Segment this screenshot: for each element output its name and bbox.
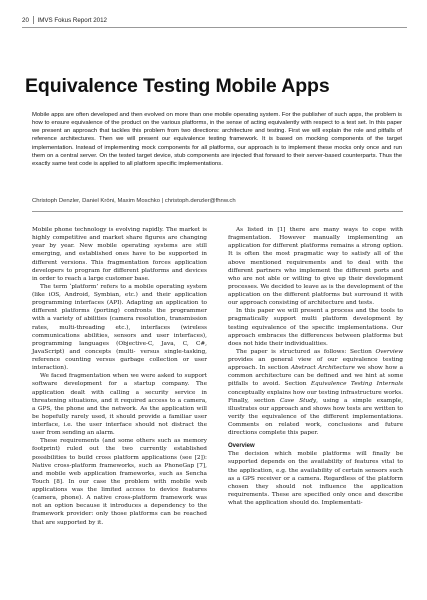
paragraph: In this paper we will present a process and the tools to pragmatically support multi platform development by testing equivalence of the specific implementations. Our approach embraces the differences between platforms but does not hide their individualities. xyxy=(228,308,403,347)
running-header xyxy=(22,14,407,26)
section-ref-abstract-architecture: Abstract Architecture xyxy=(290,365,355,372)
paragraph: The decision which mobile platforms will finally be supported depends on the availability of features vital to the application, e.g. the availability of certain sensors such as a GPS receiver or a camera. Regardless of the platform chosen they should not influence the application requirements. These are specified only once and describe what the application should do. Implementati- xyxy=(228,451,403,506)
page-number: 20 xyxy=(22,16,29,24)
section-heading: Overview xyxy=(228,443,255,450)
paragraph-structure: The paper is structured as follows: Section Overview provides an general view of our equivalence testing approach. In section Abstract Architecture we show how a common architecture can be defined and we hint at some pitfalls to avoid. Section Equivalence Testing Internals conceptually explains how our testing infrastructure works. Finally, section Case Study, using a simple example, illustrates our approach and shows how tests are written to verify the equivalence of the different implementations. Comments on related work, conclusions and future directions complete this paper. xyxy=(228,348,403,437)
paragraph: We faced fragmentation when we were asked to support software development for a startup company. The application dealt with calling a security service in threatening situations, and it required access to a camera, a GPS, the phone and the network. As the application will be hopefully rarely used, it should provide a familiar user interface, i.e. the user interface should not distract the user from sending an alarm. xyxy=(32,373,207,437)
section-ref-internals: Equivalence Testing Internals xyxy=(310,381,403,388)
section-ref-overview: Overview xyxy=(375,348,403,355)
section-ref-case-study: Case Study xyxy=(279,397,317,404)
paragraph: Mobile phone technology is evolving rapidly. The market is highly competitive and market share figures are changing year by year. New mobile operating systems are still emerging, and established ones have to be supported in different versions. This fragmentation forces application developers to program for different platforms and devices in order to reach a large customer base. xyxy=(32,227,207,282)
left-column xyxy=(32,226,207,527)
right-column xyxy=(228,226,403,507)
authors-line: Christoph Denzler, Daniel Kröni, Maxim Moschko | christoph.denzler@fhnw.ch xyxy=(32,198,236,204)
paragraph: The term ‘platform’ refers to a mobile operating system (like iOS, Android, Symbian, etc.) and their application programming interfaces (API). Adapting an application to different platforms (porting) confronts the programmer with a variety of abilities (camera resolution, transmission rates, multi-threading etc.), interfaces (wireless communications abilities, sensors and user interfaces), programming languages (Objective-C, Java, C, C#, JavaScript) and concepts (multi- versus single-tasking, reference counting versus garbage collection or user interaction). xyxy=(32,283,207,372)
header-rule xyxy=(22,27,407,28)
abstract: Mobile apps are often developed and then evolved on more than one mobile operating system. For the publisher of such apps, the problem is how to ensure equivalence of the product on the various platforms, in the sense of acting equivalently with respect to a test set. In this paper we present an approach that tackles this problem from two directions: architecture and testing. First we will explain the role and pitfalls of reference architectures. Then we will present our equivalence testing framework. It is based on mocking components of the target implementation. Instead of implementing mock components for all platforms, our approach is to implement these mocks only once and run them on a central server. On the tested target device, stub components are injected that forward to their server-based counterparts. Thus the exactly same test code is applied to all platform specific implementations. xyxy=(32,112,402,167)
header-separator xyxy=(33,16,34,24)
paper-title: Equivalence Testing Mobile Apps xyxy=(25,75,330,97)
authors-rule xyxy=(32,211,403,212)
paragraph: These requirements (and some others such as memory footprint) ruled out the two currently established possibilities to build cross platform applications (see [2]): Native cross-platform frameworks, such as PhoneGap [7], and mobile web application frameworks, such as Sencha Touch [8]. In our case the problem with mobile web applications was the limited access to device features (camera, phone). A native cross-platform framework was not an option because it introduces a dependency to the framework provider: only those platforms can be reached that are supported by it. xyxy=(32,438,207,526)
paragraph: As listed in [1] there are many ways to cope with fragmentation. However manually implementing an application for different platforms remains a strong option. It is often the most pragmatic way to satisfy all of the above mentioned requirements and to deal with the different partners who implement the different ports and who are not able or willing to give up their development processes. We decided to leave as is the development of the application on the different platforms but surround it with our approach consisting of architecture and tests. xyxy=(228,227,403,307)
running-title: IMVS Fokus Report 2012 xyxy=(37,16,107,24)
